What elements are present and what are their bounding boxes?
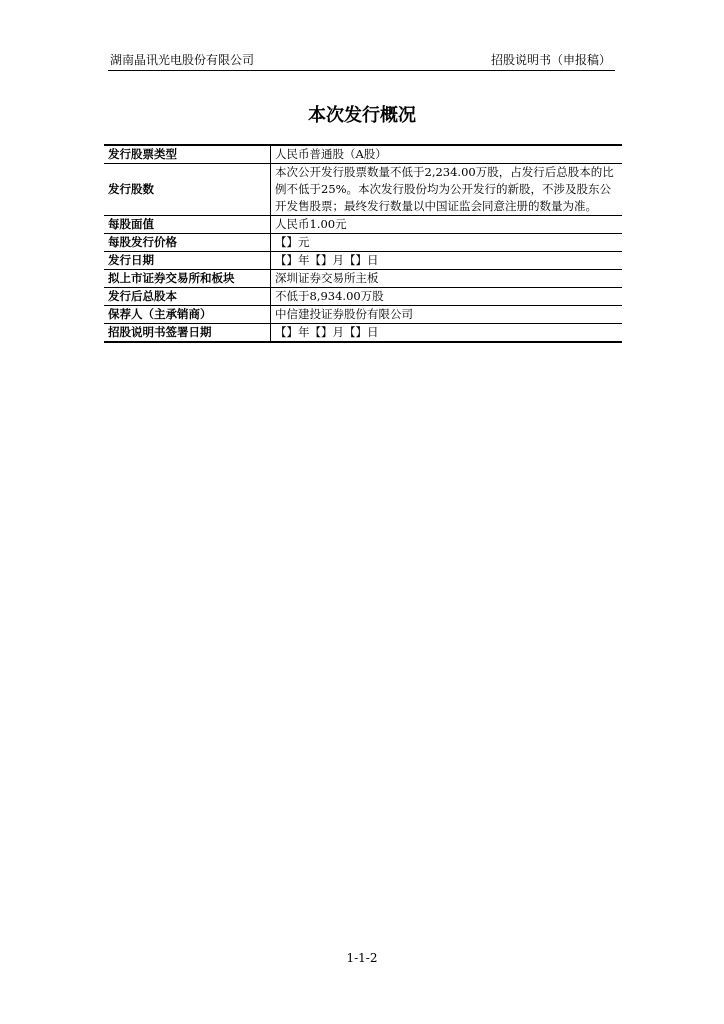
table-row <box>104 216 622 234</box>
row-value: 中信建投证券股份有限公司 <box>271 306 623 324</box>
row-label: 发行后总股本 <box>104 288 271 306</box>
table-row <box>104 145 622 164</box>
row-label: 招股说明书签署日期 <box>104 324 271 343</box>
header-document-type: 招股说明书（申报稿） <box>490 53 611 67</box>
page-header <box>108 50 615 70</box>
row-label: 每股发行价格 <box>104 234 271 252</box>
table-row <box>104 324 622 343</box>
row-label: 发行股数 <box>104 164 271 216</box>
table-row <box>104 164 622 216</box>
row-label: 每股面值 <box>104 216 271 234</box>
row-value: 【】年【】月【】日 <box>271 252 623 270</box>
row-value: 【】年【】月【】日 <box>275 325 379 339</box>
row-value: 人民币1.00元 <box>271 216 623 234</box>
header-company-name: 湖南晶讯光电股份有限公司 <box>110 53 255 67</box>
row-value: 不低于8,934.00万股 <box>271 288 623 306</box>
row-value: 本次公开发行股票数量不低于2,234.00万股，占发行后总股本的比例不低于25%。本次发行股份均为公开发行的新股，不涉及股东公开发售股票；最终发行数量以中国证监会同意注册的数量为准。 <box>271 164 623 216</box>
table-row <box>104 252 622 270</box>
table-row <box>104 234 622 252</box>
row-value: 深圳证券交易所主板 <box>271 270 623 288</box>
row-label: 发行股票类型 <box>104 145 271 164</box>
table-row <box>104 306 622 324</box>
table-row <box>104 288 622 306</box>
row-value: 人民币普通股（A股） <box>271 145 623 164</box>
header-divider <box>108 70 615 71</box>
row-label: 保荐人（主承销商） <box>104 306 271 324</box>
table-row <box>104 270 622 288</box>
row-value: 【】元 <box>271 234 623 252</box>
page-title: 本次发行概况 <box>308 105 416 126</box>
page-number: 1-1-2 <box>346 951 378 965</box>
row-label: 拟上市证券交易所和板块 <box>104 270 271 288</box>
row-label: 发行日期 <box>104 252 271 270</box>
offering-overview-table <box>104 144 622 343</box>
